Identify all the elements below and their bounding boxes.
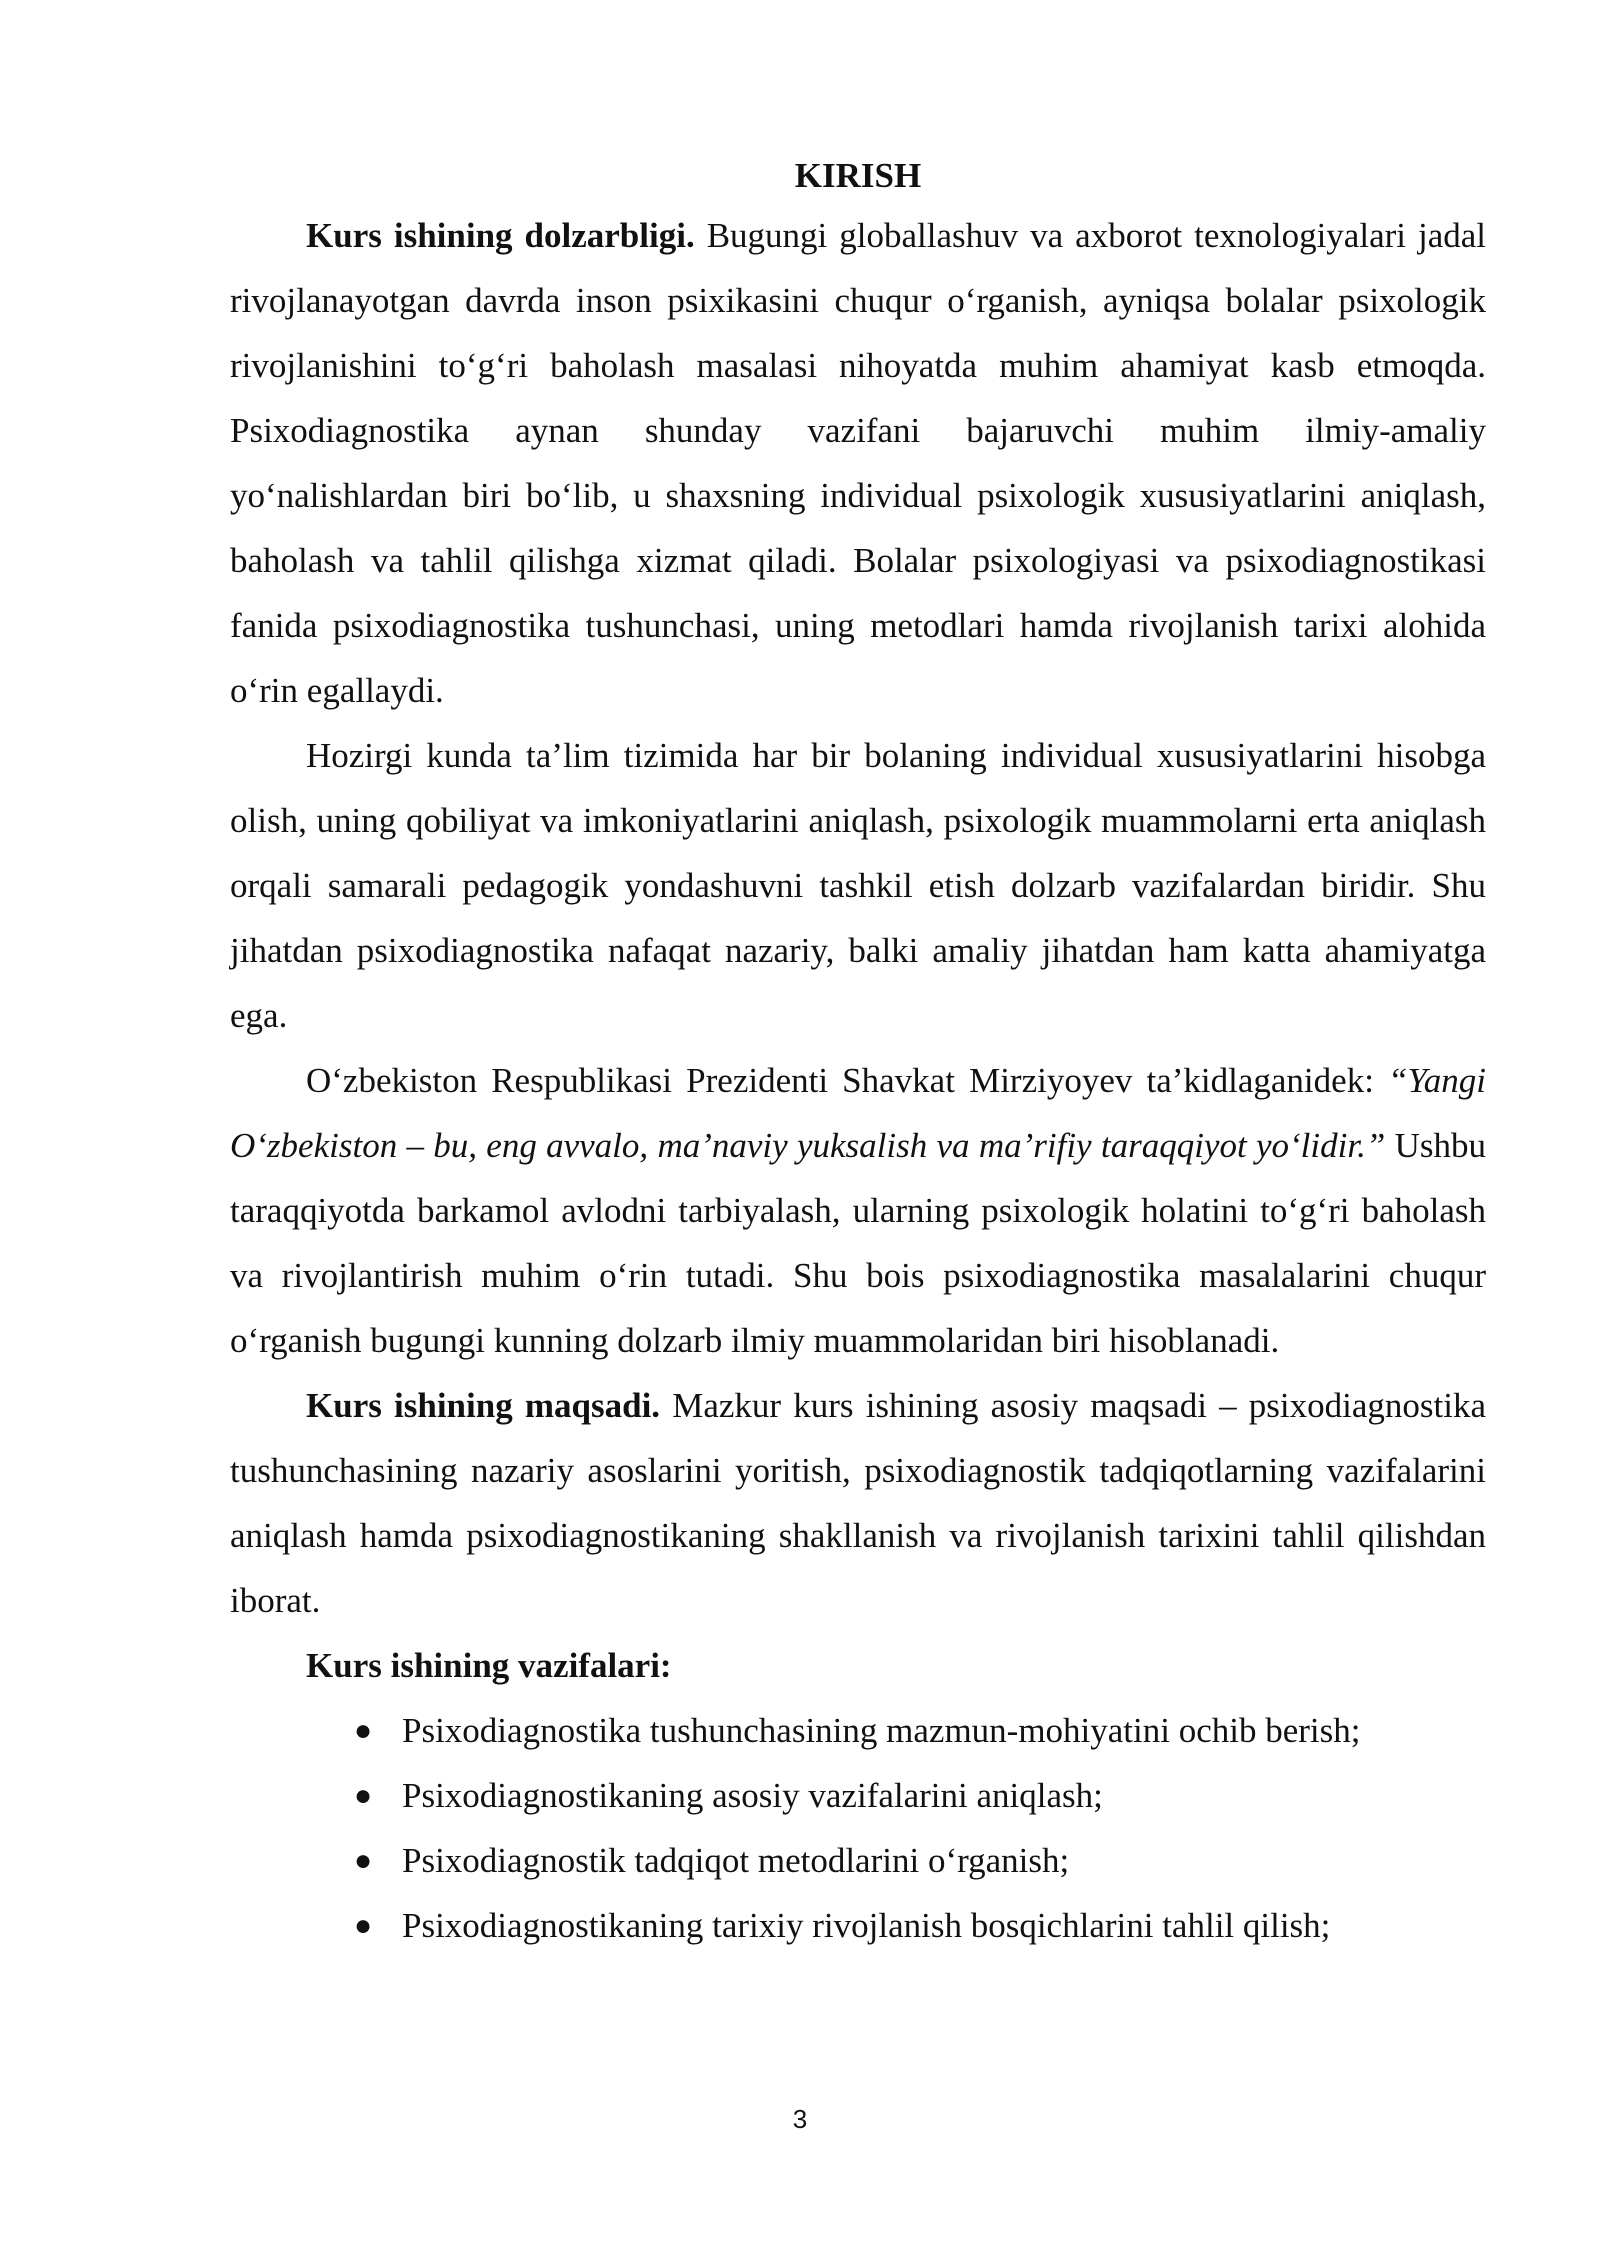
list-item-text: Psixodiagnostikaning asosiy vazifalarini aniqlash; bbox=[402, 1776, 1103, 1815]
paragraph-quote bbox=[230, 1048, 1486, 1373]
paragraph-intro: O‘zbekiston Respublikasi Prezidenti Shavkat Mirziyoyev ta’kidlaganidek: bbox=[306, 1061, 1389, 1100]
bullet-icon: ● bbox=[354, 1909, 373, 1942]
list-item-text: Psixodiagnostikaning tarixiy rivojlanish bosqichlarini tahlil qilish; bbox=[402, 1906, 1331, 1945]
tasks-list bbox=[230, 1698, 1486, 1958]
list-item bbox=[230, 1698, 1486, 1763]
list-item bbox=[230, 1763, 1486, 1828]
list-item bbox=[230, 1893, 1486, 1958]
paragraph-text: Bugungi globallashuv va axborot texnologiyalari jadal rivojlanayotgan davrda inson psixikasini chuqur o‘rganish, ayniqsa bolalar psixologik rivojlanishini to‘g‘ri baholash masalasi nihoyatda muhim ahamiyat kasb etmoqda. Psixodiagnostika aynan shunday vazifani bajaruvchi muhim ilmiy-amaliy yo‘nalishlardan biri bo‘lib, u shaxsning individual psixologik xususiyatlarini aniqlash, baholash va tahlil qilishga xizmat qiladi. Bolalar psixologiyasi va psixodiagnostikasi fanida psixodiagnostika tushunchasi, uning metodlari hamda rivojlanish tarixi alohida o‘rin egallaydi. bbox=[230, 216, 1487, 710]
paragraph-relevance bbox=[230, 203, 1486, 723]
bullet-icon: ● bbox=[354, 1714, 373, 1747]
paragraph-text: Ushbu taraqqiyotda barkamol avlodni tarbiyalash, ularning psixologik holatini to‘g‘ri baholash va rivojlantirish muhim o‘rin tutadi. Shu bois psixodiagnostika masalalarini chuqur o‘rganish bugungi kunning dolzarb ilmiy muammolaridan biri hisoblanadi. bbox=[230, 1126, 1486, 1360]
page-title: KIRISH bbox=[794, 156, 922, 195]
list-item-text: Psixodiagnostika tushunchasining mazmun-mohiyatini ochib berish; bbox=[402, 1711, 1361, 1750]
list-item-text: Psixodiagnostik tadqiqot metodlarini o‘rganish; bbox=[402, 1841, 1070, 1880]
page-number: 3 bbox=[792, 2104, 808, 2134]
bullet-icon: ● bbox=[354, 1779, 373, 1812]
list-item bbox=[230, 1828, 1486, 1893]
document-page bbox=[230, 148, 1486, 1958]
bullet-icon: ● bbox=[354, 1844, 373, 1877]
tasks-heading: Kurs ishining vazifalari: bbox=[306, 1646, 672, 1685]
paragraph-lead: Kurs ishining dolzarbligi. bbox=[306, 216, 695, 255]
paragraph-goal bbox=[230, 1373, 1486, 1633]
paragraph-text: Mazkur kurs ishining asosiy maqsadi – psixodiagnostika tushunchasining nazariy asoslarini yoritish, psixodiagnostik tadqiqotlarning vazifalarini aniqlash hamda psixodiagnostikaning shakllanish va rivojlanish tarixini tahlil qilishdan iborat. bbox=[230, 1386, 1487, 1620]
president-quote: “Yangi O‘zbekiston – bu, eng avvalo, ma’naviy yuksalish va ma’rifiy taraqqiyot yo‘lidir.” bbox=[230, 1061, 1486, 1165]
paragraph-education bbox=[230, 723, 1486, 1048]
paragraph-text: Hozirgi kunda ta’lim tizimida har bir bolaning individual xususiyatlarini hisobga olish, uning qobiliyat va imkoniyatlarini aniqlash, psixologik muammolarni erta aniqlash orqali samarali pedagogik yondashuvni tashkil etish dolzarb vazifalardan biridir. Shu jihatdan psixodiagnostika nafaqat nazariy, balki amaliy jihatdan ham katta ahamiyatga ega. bbox=[230, 736, 1486, 1035]
paragraph-lead: Kurs ishining maqsadi. bbox=[306, 1386, 661, 1425]
